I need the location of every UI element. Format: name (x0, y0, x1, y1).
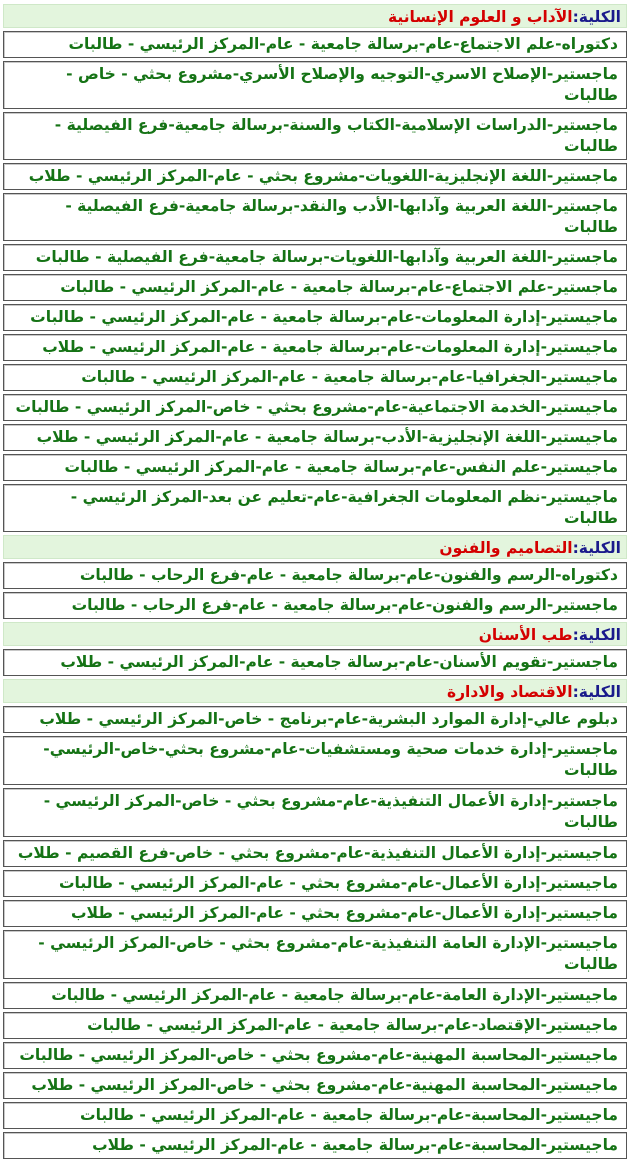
program-row: ماجيستير-علم النفس-عام-برسالة جامعية - عام-المركز الرئيسي - طالبات (3, 454, 627, 481)
program-row: ماجيستير-نظم المعلومات الجغرافية-عام-تعليم عن بعد-المركز الرئيسي - طالبات (3, 484, 627, 532)
program-row: ماجيستير-الخدمة الاجتماعية-عام-مشروع بحثي - خاص-المركز الرئيسي - طالبات (3, 394, 627, 421)
college-label: الكلية: (572, 539, 621, 557)
program-row: ماجيستير-إدارة المعلومات-عام-برسالة جامعية - عام-المركز الرئيسي - طلاب (3, 334, 627, 361)
college-label: الكلية: (572, 8, 621, 26)
program-row: دكتوراه-الرسم والفنون-عام-برسالة جامعية - عام-فرع الرحاب - طالبات (3, 562, 627, 589)
program-row: دكتوراه-علم الاجتماع-عام-برسالة جامعية - عام-المركز الرئيسي - طالبات (3, 31, 627, 58)
program-row: ماجستير-الدراسات الإسلامية-الكتاب والسنة-برسالة جامعية-فرع الفيصلية - طالبات (3, 112, 627, 160)
college-name: الاقتصاد والادارة (446, 683, 573, 701)
program-row: ماجيستير-إدارة الأعمال التنفيذية-عام-مشروع بحثي - خاص-فرع القصيم - طلاب (3, 840, 627, 867)
program-row: ماجيستير-الإقتصاد-عام-برسالة جامعية - عام-المركز الرئيسي - طالبات (3, 1012, 627, 1039)
college-header (3, 535, 627, 559)
program-row: ماجستير-إدارة خدمات صحية ومستشفيات-عام-مشروع بحثي-خاص-الرئيسي-طالبات (3, 736, 627, 785)
program-row: ماجيستير-الجغرافيا-عام-برسالة جامعية - عام-المركز الرئيسي - طالبات (3, 364, 627, 391)
program-row: ماجستير-اللغة الإنجليزية-اللغويات-مشروع بحثي - عام-المركز الرئيسي - طلاب (3, 163, 627, 190)
program-row: ماجيستير-الإدارة العامة التنفيذية-عام-مشروع بحثي - خاص-المركز الرئيسي - طالبات (3, 930, 627, 979)
program-row: ماجيستير-المحاسبة-عام-برسالة جامعية - عام-المركز الرئيسي - طالبات (3, 1102, 627, 1129)
college-label: الكلية: (572, 683, 621, 701)
program-row: ماجستير-تقويم الأسنان-عام-برسالة جامعية - عام-المركز الرئيسي - طلاب (3, 649, 627, 676)
program-row: ماجستير-الرسم والفنون-عام-برسالة جامعية - عام-فرع الرحاب - طالبات (3, 592, 627, 619)
program-row: ماجستير-الإصلاح الاسري-التوجيه والإصلاح الأسري-مشروع بحثي - خاص - طالبات (3, 61, 627, 109)
program-row: ماجستير-إدارة الأعمال التنفيذية-عام-مشروع بحثي - خاص-المركز الرئيسي - طالبات (3, 788, 627, 837)
program-row: ماجيستير-إدارة المعلومات-عام-برسالة جامعية - عام-المركز الرئيسي - طالبات (3, 304, 627, 331)
program-row: ماجيستير-إدارة الأعمال-عام-مشروع بحثي - عام-المركز الرئيسي - طالبات (3, 870, 627, 897)
program-row: دبلوم عالي-إدارة الموارد البشرية-عام-برنامج - خاص-المركز الرئيسي - طلاب (3, 706, 627, 733)
program-row: ماجيستير-المحاسبة المهنية-عام-مشروع بحثي - خاص-المركز الرئيسي - طالبات (3, 1042, 627, 1069)
college-name: الآداب و العلوم الإنسانية (387, 8, 573, 26)
program-row: ماجستير-اللغة العربية وآدابها-الأدب والنقد-برسالة جامعية-فرع الفيصلية - طالبات (3, 193, 627, 241)
program-row: ماجيستير-إدارة الأعمال-عام-مشروع بحثي - عام-المركز الرئيسي - طلاب (3, 900, 627, 927)
program-row: ماجستير-اللغة العربية وآدابها-اللغويات-برسالة جامعية-فرع الفيصلية - طالبات (3, 244, 627, 271)
college-header (3, 679, 627, 703)
college-header (3, 4, 627, 28)
program-row: ماجيستير-المحاسبة المهنية-عام-مشروع بحثي - خاص-المركز الرئيسي - طلاب (3, 1072, 627, 1099)
college-header (3, 622, 627, 646)
college-name: التصاميم والفنون (439, 539, 573, 557)
college-name: طب الأسنان (478, 626, 573, 644)
college-label: الكلية: (572, 626, 621, 644)
program-row: ماجيستير-اللغة الإنجليزية-الأدب-برسالة جامعية - عام-المركز الرئيسي - طلاب (3, 424, 627, 451)
program-row: ماجستير-علم الاجتماع-عام-برسالة جامعية - عام-المركز الرئيسي - طالبات (3, 274, 627, 301)
program-row: ماجيستير-الإدارة العامة-عام-برسالة جامعية - عام-المركز الرئيسي - طالبات (3, 982, 627, 1009)
program-row: ماجيستير-المحاسبة-عام-برسالة جامعية - عام-المركز الرئيسي - طلاب (3, 1132, 627, 1159)
